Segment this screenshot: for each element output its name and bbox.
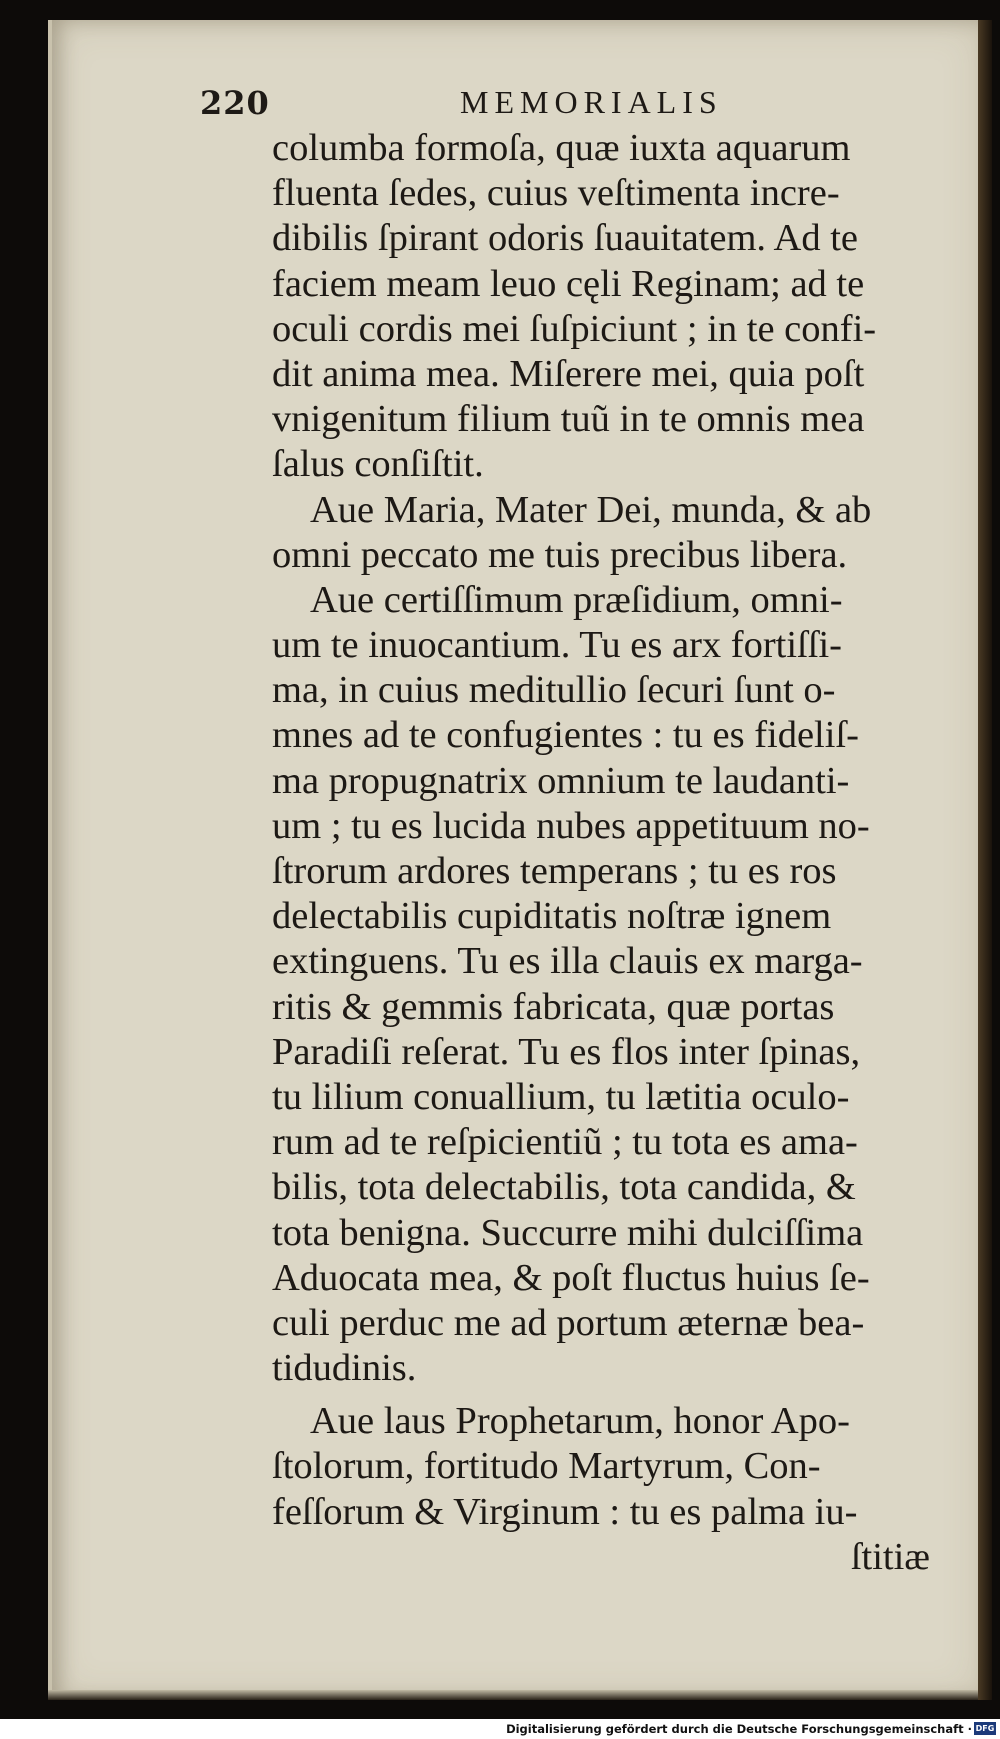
text-line: dit anima mea. Miſerere mei, quia poſt — [272, 352, 865, 395]
text-line: rum ad te reſpicientiũ ; tu tota es ama- — [272, 1121, 858, 1164]
text-line: ma propugnatrix omnium te laudanti- — [272, 759, 850, 802]
page-number: 220 — [200, 84, 270, 122]
body-text — [272, 126, 952, 1580]
text-line: ſtolorum, fortitudo Martyrum, Con- — [272, 1445, 821, 1488]
text-line: tu lilium conuallium, tu lætitia oculo- — [272, 1075, 850, 1118]
text-line: culi perduc me ad portum æternæ bea- — [272, 1301, 865, 1344]
footer-credit: Digitalisierung gefördert durch die Deutsche Forschungsgemeinschaft · — [506, 1722, 972, 1736]
running-head: MEMORIALIS — [460, 84, 723, 120]
text-line: feſſorum & Virginum : tu es palma iu- — [272, 1490, 858, 1533]
text-line: delectabilis cupiditatis noſtræ ignem — [272, 895, 832, 938]
text-line: um te inuocantium. Tu es arx fortiſſi- — [272, 624, 842, 667]
text-line: ma, in cuius meditullio ſecuri ſunt o- — [272, 669, 836, 712]
page-edge — [978, 20, 992, 1700]
text-line: fluenta ſedes, cuius veſtimenta incre- — [272, 172, 840, 215]
footer-bar — [0, 1719, 1000, 1739]
text-line: extinguens. Tu es illa clauis ex marga- — [272, 940, 863, 983]
page-bottom-shade — [48, 1690, 978, 1700]
text-line: Aduocata mea, & poſt fluctus huius ſe- — [272, 1256, 870, 1299]
text-line: Aue laus Prophetarum, honor Apo- — [310, 1400, 850, 1443]
text-line: columba formoſa, quæ iuxta aquarum — [272, 127, 851, 169]
text-line: ritis & gemmis fabricata, quæ portas — [272, 985, 835, 1028]
text-line: um ; tu es lucida nubes appetituum no- — [272, 804, 870, 847]
text-line: tota benigna. Succurre mihi dulciſſima — [272, 1211, 864, 1254]
text-line: ſtrorum ardores temperans ; tu es ros — [272, 850, 837, 892]
text-line: Paradiſi reſerat. Tu es flos inter ſpinas, — [272, 1030, 861, 1073]
text-line: omni peccato me tuis precibus libera. — [272, 533, 848, 576]
dfg-logo-icon: DFG — [975, 1724, 995, 1733]
text-line: ſalus conſiſtit. — [272, 443, 484, 486]
text-line: oculi cordis mei ſuſpiciunt ; in te confi- — [272, 307, 877, 350]
text-line: Aue certiſſimum præſidium, omni- — [310, 578, 843, 621]
text-line: dibilis ſpirant odoris ſuauitatem. Ad te — [272, 217, 858, 260]
text-line: mnes ad te confugientes : tu es fideliſ- — [272, 714, 859, 757]
text-line: tidudinis. — [272, 1347, 417, 1390]
text-line: vnigenitum filium tuũ in te omnis mea — [272, 398, 865, 441]
text-line: faciem meam leuo cęli Reginam; ad te — [272, 262, 865, 305]
text-line: Aue Maria, Mater Dei, munda, & ab — [310, 488, 872, 531]
page-header — [0, 82, 1000, 126]
text-line: bilis, tota delectabilis, tota candida, & — [272, 1166, 856, 1209]
catchword: ſtitiæ — [850, 1535, 930, 1578]
